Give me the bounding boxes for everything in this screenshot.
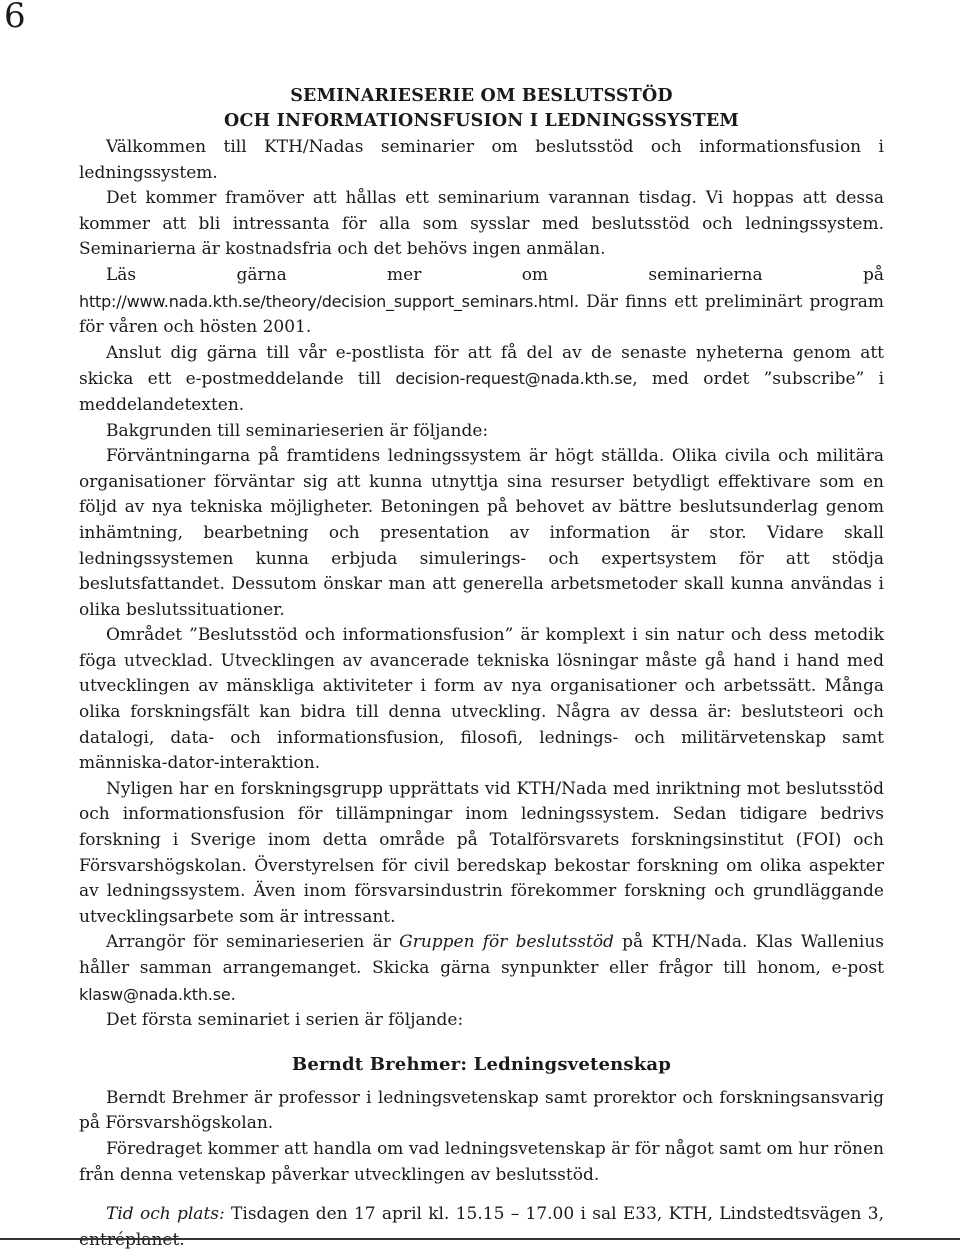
intro-paragraph-mailinglist <box>79 341 884 419</box>
talk-description: Föredraget kommer att handla om vad ledningsvetenskap är för något samt om hur rönen från denna vetenskap påverkar utvecklingen av beslutsstöd. <box>79 1138 885 1185</box>
footer-divider <box>0 1238 960 1240</box>
intro-paragraph-schedule: Det kommer framöver att hållas ett seminarium varannan tisdag. Vi hoppas att dessa kommer att bli intressanta för alla som sysslar med beslutsstöd och ledningssystem. Seminarierna är kostnadsfria och det behövs ingen anmälan. <box>79 188 884 260</box>
document-title <box>79 84 884 134</box>
intro-paragraph-readmore <box>79 263 884 341</box>
first-seminar-intro: Det första seminariet i serien är följande: <box>106 1010 464 1031</box>
background-paragraph-organizer <box>79 930 884 1008</box>
title-line-2: OCH INFORMATIONSFUSION I LEDNINGSSYSTEM <box>224 111 739 131</box>
contact-email-link[interactable]: klasw@nada.kth.se <box>79 984 231 1004</box>
time-and-place <box>79 1202 884 1253</box>
time-place-text: Tisdagen den 17 april kl. 15.15 – 17.00 i sal E33, KTH, Lindstedtsvägen 3, entréplanet. <box>79 1204 884 1250</box>
title-line-1: SEMINARIESERIE OM BESLUTSSTÖD <box>290 86 673 106</box>
time-place-label: Tid och plats: <box>106 1204 225 1225</box>
background-paragraph-research-group: Nyligen har en forskningsgrupp upprättats vid KTH/Nada med inriktning mot beslutsstöd och informationsfusion för tillämpningar inom ledningssystem. Sedan tidigare bedrivs forskning i Sverige inom detta område på Totalförsvarets forskningsinstitut (FOI) och Försvarshögskolan. Överstyrelsen för civil beredskap bekostar forskning om olika aspekter av ledningssystem. Även inom försvarsindustrin förekommer forskning och grundläggande utvecklingsarbete som är intressant. <box>79 778 884 927</box>
speaker-bio: Berndt Brehmer är professor i ledningsvetenskap samt prorektor och forskningsansvarig på Försvarshögskolan. <box>79 1087 884 1134</box>
mailinglist-tail: , med ordet ”subscribe” i meddelandetexten. <box>79 369 884 415</box>
document-body <box>79 84 884 1253</box>
organizer-tail: . <box>230 984 236 1005</box>
intro-paragraph-welcome: Välkommen till KTH/Nadas seminarier om beslutsstöd och informationsfusion i ledningssystem. <box>79 137 884 183</box>
organizer-group-name: Gruppen för beslutsstöd <box>399 932 614 953</box>
seminar-title: Berndt Brehmer: Ledningsvetenskap <box>291 1053 672 1075</box>
subscribe-email-link[interactable]: decision-request@nada.kth.se <box>395 369 633 389</box>
background-intro: Bakgrunden till seminarieserien är följande: <box>106 420 489 441</box>
mailinglist-text: Anslut dig gärna till vår e-postlista för att få del av de senaste nyheterna genom att skicka ett e-postmeddelande till <box>79 342 884 390</box>
readmore-text: Läs gärna mer om seminarierna på <box>106 264 884 285</box>
background-paragraph-area: Området ”Beslutsstöd och informationsfusion” är komplext i sin natur och dess metodik föga utvecklad. Utvecklingen av avancerade tekniska lösningar måste gå hand i hand med utvecklingen av mänskliga aktiviteter i form av nya organisationer och arbetssätt. Många olika forskningsfält kan bidra till denna utveckling. Några av dessa är: beslutsteori och datalogi, data- och informationsfusion, filosofi, lednings- och militärvetenskap samt människa-dator-interaktion. <box>79 625 884 774</box>
readmore-tail: . Där finns ett preliminärt program för våren och hösten 2001. <box>79 291 884 338</box>
organizer-middle: på KTH/Nada. Klas Wallenius håller samman arrangemanget. Skicka gärna synpunkter eller frågor till honom, e-post <box>79 932 885 978</box>
background-paragraph-expectations: Förväntningarna på framtidens ledningssystem är högt ställda. Olika civila och militära organisationer förväntar sig att kunna utnyttja sina resurser betydligt effektivare som en följd av nya tekniska möjligheter. Betoningen på behovet av bättre beslutsunderlag genom inhämtning, bearbetning och presentation av information är stor. Vidare skall ledningssystemen kunna erbjuda simulerings- och expertsystem för att stödja beslutsfattandet. Dessutom önskar man att generella arbetsmetoder skall kunna användas i olika beslutssituationer. <box>79 446 884 620</box>
organizer-text: Arrangör för seminarieserien är <box>106 932 400 953</box>
page-number: 6 <box>4 0 26 36</box>
seminar-url-link[interactable]: http://www.nada.kth.se/theory/decision_support_seminars.html <box>79 291 574 311</box>
